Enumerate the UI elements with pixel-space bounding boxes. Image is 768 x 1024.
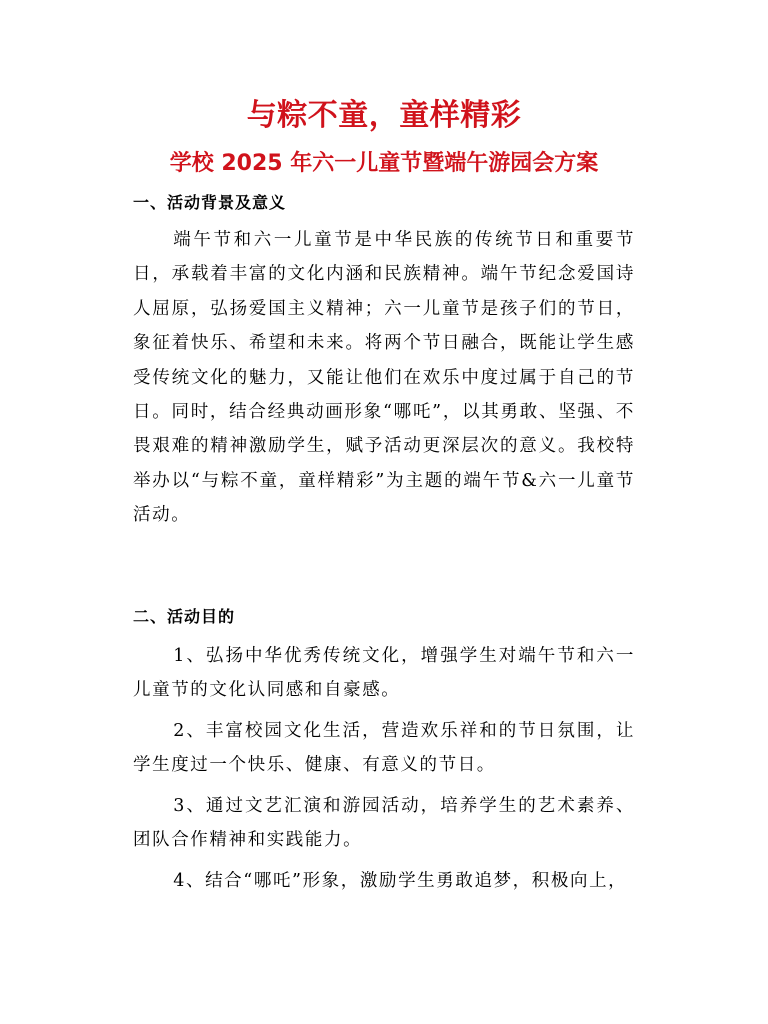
section-heading-background: 一、活动背景及意义	[133, 193, 287, 212]
document-subtitle: 学校 2025 年六一儿童节暨端午游园会方案	[169, 151, 599, 176]
document-title: 与粽不童，童样精彩	[246, 98, 522, 133]
purpose-item-1: 1、弘扬中华优秀传统文化，增强学生对端午节和六一儿童节的文化认同感和自豪感。	[133, 646, 635, 701]
section-heading-purpose: 二、活动目的	[133, 607, 236, 626]
purpose-item-4: 4、结合“哪吒”形象，激励学生勇敢追梦，积极向上，	[173, 871, 628, 891]
purpose-item-3: 3、通过文艺汇演和游园活动，培养学生的艺术素养、团队合作精神和实践能力。	[133, 796, 635, 851]
background-paragraph: 端午节和六一儿童节是中华民族的传统节日和重要节日，承载着丰富的文化内涵和民族精神。端午节纪念爱国诗人屈原，弘扬爱国主义精神；六一儿童节是孩子们的节日，象征着快乐、希望和未来。将两个节日融合，既能让学生感受传统文化的魅力，又能让他们在欢乐中度过属于自己的节日。同时，结合经典动画形象“哪吒”，以其勇敢、坚强、不畏艰难的精神激励学生，赋予活动更深层次的意义。我校特举办以“与粽不童，童样精彩”为主题的端午节&六一儿童节活动。	[133, 230, 635, 526]
purpose-item-2: 2、丰富校园文化生活，营造欢乐祥和的节日氛围，让学生度过一个快乐、健康、有意义的节日。	[133, 721, 635, 776]
